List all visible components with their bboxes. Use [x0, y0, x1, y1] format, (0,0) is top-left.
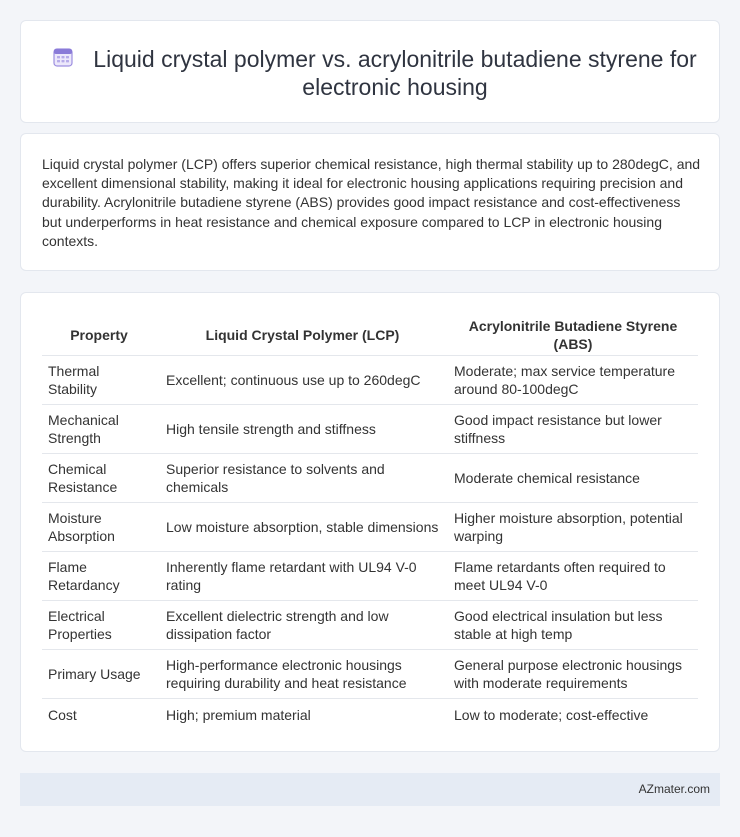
- cell-lcp: Excellent dielectric strength and low dissipation factor: [156, 601, 445, 650]
- cell-abs: Good electrical insulation but less stable at high temp: [445, 601, 698, 650]
- table-header-row: [42, 314, 698, 356]
- cell-lcp: Inherently flame retardant with UL94 V-0 rating: [156, 552, 445, 601]
- cell-abs: Good impact resistance but lower stiffness: [445, 405, 698, 454]
- table-row: [42, 699, 698, 730]
- cell-lcp: Low moisture absorption, stable dimensions: [156, 503, 445, 552]
- cell-property: Electrical Properties: [42, 601, 156, 650]
- cell-property: Thermal Stability: [42, 356, 156, 405]
- cell-lcp: High-performance electronic housings requiring durability and heat resistance: [156, 650, 445, 699]
- cell-property: Mechanical Strength: [42, 405, 156, 454]
- footer-bar: [20, 773, 720, 806]
- header-property: Property: [42, 314, 156, 356]
- cell-abs: Moderate; max service temperature around 80-100degC: [445, 356, 698, 405]
- cell-property: Chemical Resistance: [42, 454, 156, 503]
- header-lcp: Liquid Crystal Polymer (LCP): [156, 314, 445, 356]
- table-row: [42, 601, 698, 650]
- cell-property: Moisture Absorption: [42, 503, 156, 552]
- cell-abs: Flame retardants often required to meet UL94 V-0: [445, 552, 698, 601]
- cell-lcp: High; premium material: [166, 706, 311, 723]
- cell-lcp: Excellent; continuous use up to 260degC: [156, 356, 445, 405]
- page-title: Liquid crystal polymer vs. acrylonitrile butadiene styrene for electronic housing: [93, 46, 697, 100]
- cell-property: Flame Retardancy: [42, 552, 156, 601]
- cell-lcp: High tensile strength and stiffness: [156, 405, 445, 454]
- cell-lcp: Superior resistance to solvents and chemicals: [156, 454, 445, 503]
- table-row: [42, 650, 698, 699]
- comparison-table: [42, 314, 698, 730]
- cell-abs: Higher moisture absorption, potential warping: [445, 503, 698, 552]
- footer-brand: AZmater.com: [638, 782, 710, 796]
- cell-abs: General purpose electronic housings with moderate requirements: [445, 650, 698, 699]
- cell-abs: Low to moderate; cost-effective: [454, 706, 649, 723]
- summary-text: Liquid crystal polymer (LCP) offers superior chemical resistance, high thermal stability up to 280degC, and excellent dimensional stability, making it ideal for electronic housing applications requiring precision and durability. Acrylonitrile butadiene styrene (ABS) provides good impact resistance and cost-effectiveness but underperforms in heat resistance and chemical exposure compared to LCP in electronic housing contexts.: [42, 156, 701, 249]
- cell-property: Primary Usage: [42, 650, 156, 699]
- cell-property: Cost: [48, 706, 77, 723]
- table-row: [42, 552, 698, 601]
- comparison-table-card: [20, 292, 720, 752]
- header-abs: Acrylonitrile Butadiene Styrene (ABS): [445, 314, 698, 356]
- title-card: [20, 20, 720, 123]
- table-row: [42, 454, 698, 503]
- table-row: [42, 503, 698, 552]
- summary-card: [20, 133, 720, 271]
- table-row: [42, 356, 698, 405]
- cell-abs: Moderate chemical resistance: [445, 454, 698, 503]
- table-row: [42, 405, 698, 454]
